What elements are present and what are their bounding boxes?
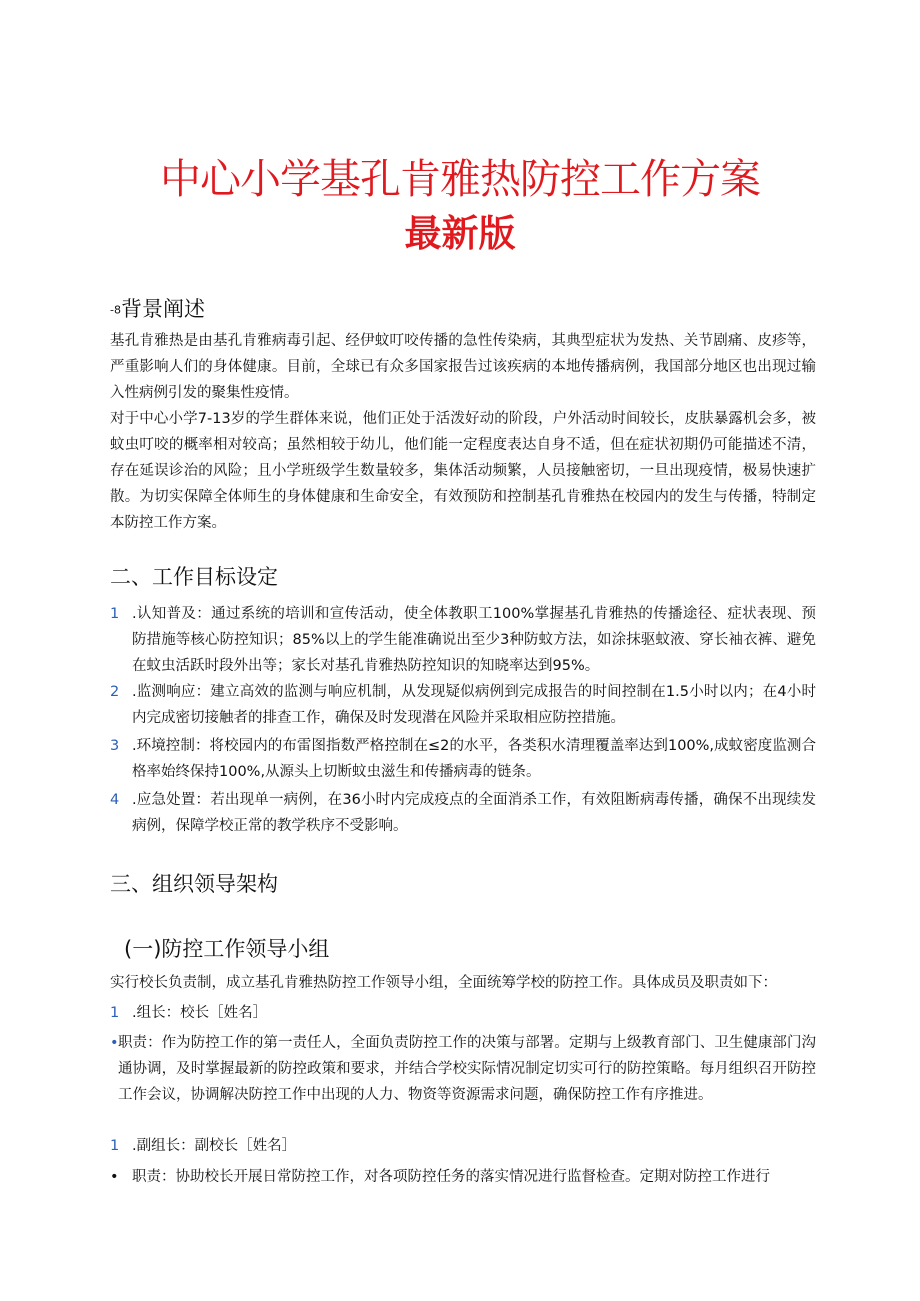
goal-item: [110, 733, 816, 785]
goal-number: 1: [110, 606, 120, 622]
member-text: .副组长：副校长［姓名］: [132, 1138, 297, 1154]
member-item-leader: [110, 1000, 816, 1026]
section-heading-text: 背景阐述: [120, 297, 205, 321]
section-heading-background: [110, 293, 205, 323]
member-item-deputy: [110, 1133, 816, 1159]
duty-text: 职责：作为防控工作的第一责任人，全面负责防控工作的决策与部署。定期与上级教育部门、卫生健康部门沟通协调，及时掌握最新的防控政策和要求，并结合学校实际情况制定切实可行的防控策略。每月组织召开防控工作会议，协调解决防控工作中出现的人力、物资等资源需求问题，确保防控工作有序推进。: [118, 1035, 816, 1103]
goal-item: [110, 787, 816, 839]
member-text: .组长：校长［姓名］: [132, 1005, 268, 1021]
section-mark: -8: [110, 303, 121, 317]
goal-number: 3: [110, 738, 120, 754]
document-title: 中心小学基孔肯雅热防控工作方案: [160, 155, 760, 203]
duty-item-deputy: [110, 1164, 816, 1190]
background-paragraph-2: 对于中心小学7-13岁的学生群体来说，他们正处于活泼好动的阶段，户外活动时间较长，皮肤暴露机会多，被蚊虫叮咬的概率相对较高；虽然相较于幼儿，他们能一定程度表达自身不适，但在症状初期仍可能描述不清，存在延误诊治的风险；且小学班级学生数量较多，集体活动频繁，人员接触密切，一旦出现疫情，极易快速扩散。为切实保障全体师生的身体健康和生命安全，有效预防和控制基孔肯雅热在校园内的发生与传播，特制定本防控工作方案。: [110, 411, 816, 531]
bullet-icon: •: [110, 1169, 119, 1185]
goal-number: 4: [110, 792, 120, 808]
leadership-intro: 实行校长负责制，成立基孔肯雅热防控工作领导小组，全面统筹学校的防控工作。具体成员及职责如下：: [110, 975, 777, 991]
document-subtitle: 最新版: [404, 212, 516, 255]
goal-number: 2: [110, 684, 120, 700]
section-heading-goals: 二、工作目标设定: [110, 565, 278, 589]
background-paragraph-1: 基孔肯雅热是由基孔肯雅病毒引起、经伊蚊叮咬传播的急性传染病，其典型症状为发热、关节剧痛、皮疹等，严重影响人们的身体健康。目前，全球已有众多国家报告过该疾病的本地传播病例，我国部分地区也出现过输入性病例引发的聚集性疫情。: [110, 333, 816, 401]
goal-text: .环境控制：将校园内的布雷图指数严格控制在≤2的水平，各类积水清理覆盖率达到100%,成蚊密度监测合格率始终保持100%,从源头上切断蚊虫滋生和传播病毒的链条。: [132, 738, 816, 780]
member-number: 1: [110, 1005, 120, 1021]
goal-text: .监测响应：建立高效的监测与响应机制，从发现疑似病例到完成报告的时间控制在1.5小时以内；在4小时内完成密切接触者的排查工作，确保及时发现潜在风险并采取相应防控措施。: [132, 684, 816, 726]
bullet-icon: •: [110, 1035, 119, 1051]
subsection-heading-leadership-group: (一)防控工作领导小组: [124, 937, 330, 961]
goal-item: [110, 679, 816, 731]
goal-text: .应急处置：若出现单一病例，在36小时内完成疫点的全面消杀工作，有效阻断病毒传播，确保不出现续发病例，保障学校正常的教学秩序不受影响。: [132, 792, 816, 834]
section-heading-organization: 三、组织领导架构: [110, 872, 278, 896]
goal-item: [110, 601, 816, 679]
duty-text: 职责：协助校长开展日常防控工作，对各项防控任务的落实情况进行监督检查。定期对防控工作进行: [132, 1169, 770, 1185]
member-number: 1: [110, 1138, 120, 1154]
duty-item-leader: [110, 1030, 816, 1108]
goal-text: .认知普及：通过系统的培训和宣传活动，使全体教职工100%掌握基孔肯雅热的传播途径、症状表现、预防措施等核心防控知识；85%以上的学生能准确说出至少3种防蚊方法，如涂抹驱蚊液、穿长袖衣裤、避免在蚊虫活跃时段外出等；家长对基孔肯雅热防控知识的知晓率达到95%。: [132, 606, 816, 674]
